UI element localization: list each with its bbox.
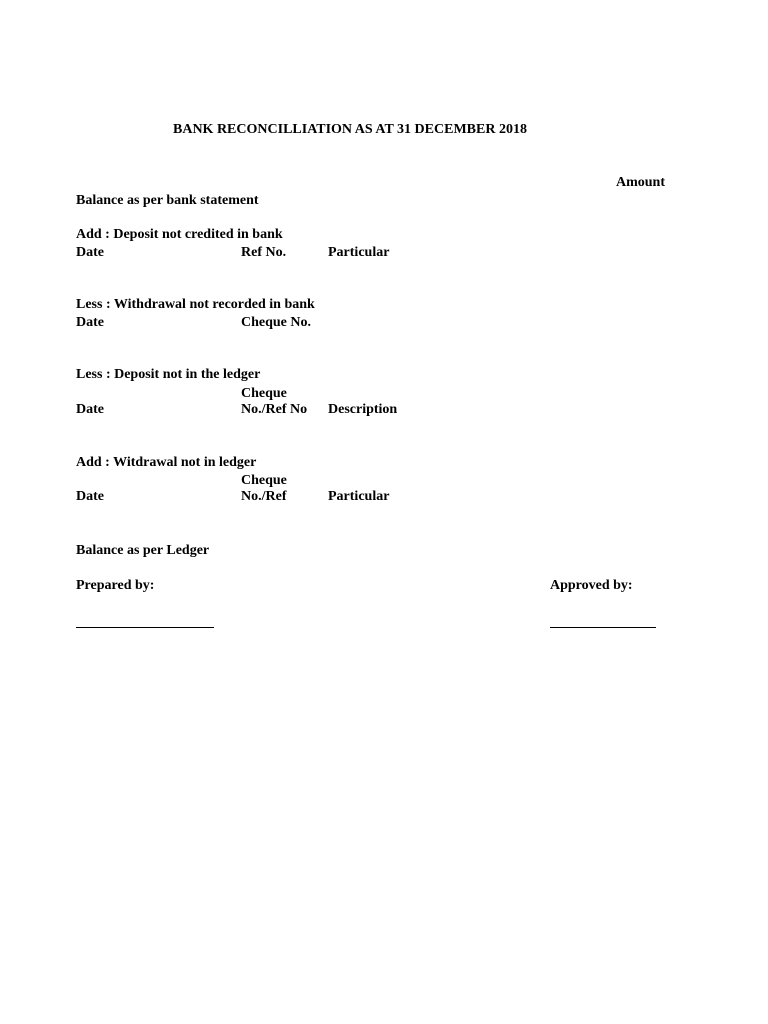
column-header-particular: Particular: [328, 245, 390, 260]
column-header-date: Date: [76, 245, 104, 260]
page-title: BANK RECONCILLIATION AS AT 31 DECEMBER 2018: [173, 122, 527, 137]
column-header-date: Date: [76, 315, 104, 330]
balance-ledger-label: Balance as per Ledger: [76, 543, 210, 558]
column-header-cheque-no: Cheque No.: [241, 315, 312, 330]
column-header-particular: Particular: [328, 489, 390, 504]
amount-column-header: Amount: [616, 175, 666, 190]
prepared-by-signature-line: [76, 627, 214, 628]
column-header-cheque-line1: Cheque: [241, 473, 287, 488]
approved-by-signature-line: [550, 627, 656, 628]
approved-by-label: Approved by:: [550, 578, 633, 593]
section-heading-deposit-not-in-ledger: Less : Deposit not in the ledger: [76, 367, 261, 382]
section-heading-withdrawal-not-recorded: Less : Withdrawal not recorded in bank: [76, 297, 315, 312]
column-header-ref-no: Ref No.: [241, 245, 287, 260]
column-header-date: Date: [76, 402, 104, 417]
column-header-cheque-line1: Cheque: [241, 386, 287, 401]
prepared-by-label: Prepared by:: [76, 578, 155, 593]
column-header-date: Date: [76, 489, 104, 504]
section-heading-withdrawal-not-in-ledger: Add : Witdrawal not in ledger: [76, 455, 257, 470]
balance-bank-label: Balance as per bank statement: [76, 193, 259, 208]
column-header-cheque-ref-line2: No./Ref No: [241, 402, 308, 417]
column-header-description: Description: [328, 402, 398, 417]
section-heading-deposit-not-credited: Add : Deposit not credited in bank: [76, 227, 283, 242]
column-header-cheque-ref-line2: No./Ref: [241, 489, 287, 504]
